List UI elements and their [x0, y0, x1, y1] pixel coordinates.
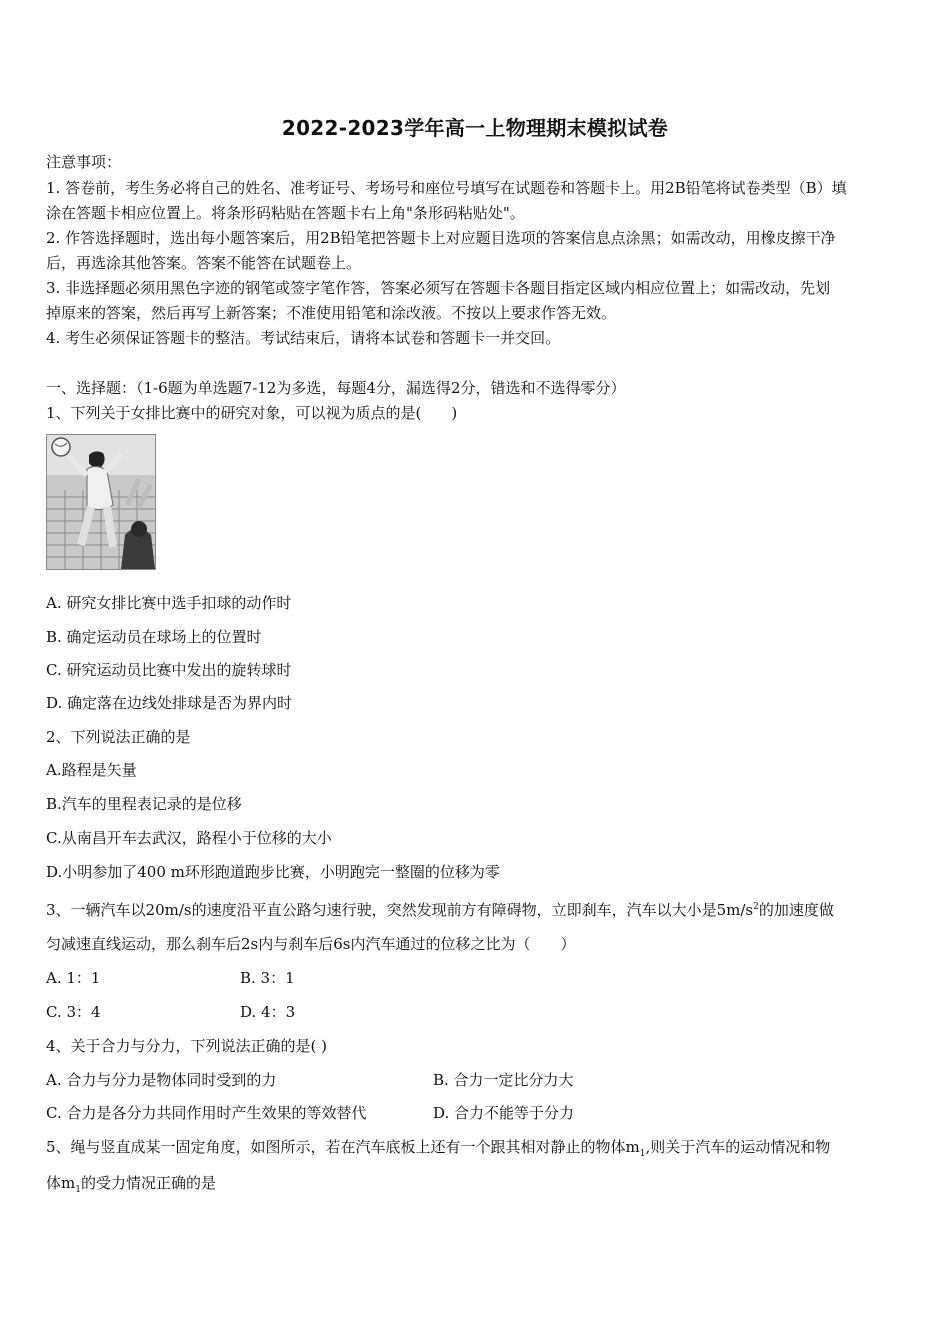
- question-1-option-b: B. 确定运动员在球场上的位置时: [46, 628, 262, 646]
- question-5-stem-part: 的受力情况正确的是: [80, 1174, 216, 1192]
- exam-title: 2022-2023学年高一上物理期末模拟试卷: [281, 116, 669, 140]
- question-3-exponent: 2: [753, 902, 759, 912]
- question-2-stem: 2、下列说法正确的是: [46, 728, 191, 746]
- volleyball-photo: [46, 434, 156, 570]
- question-3-stem-part: 的加速度做: [758, 901, 834, 919]
- question-3-option-a: A. 1：1: [46, 969, 101, 987]
- question-4-option-c: C. 合力是各分力共同作用时产生效果的等效替代: [46, 1104, 367, 1122]
- question-3-option-c: C. 3：4: [46, 1003, 101, 1021]
- question-1-option-a: A. 研究女排比赛中选手扣球的动作时: [46, 594, 292, 612]
- question-5-stem: [46, 1137, 830, 1164]
- notice-line: 3. 非选择题必须用黑色字迹的钢笔或签字笔作答，答案必须写在答题卡各题目指定区域内相应位置上；如需改动，先划: [46, 279, 831, 297]
- question-3-stem: [46, 897, 834, 920]
- notice-line: 1. 答卷前，考生务必将自己的姓名、准考证号、考场号和座位号填写在试题卷和答题卡上。用2B铅笔将试卷类型（B）填: [46, 179, 847, 197]
- question-1-stem: 1、下列关于女排比赛中的研究对象，可以视为质点的是( ): [46, 404, 458, 422]
- question-1-option-c: C. 研究运动员比赛中发出的旋转球时: [46, 661, 292, 679]
- question-4-option-a: A. 合力与分力是物体同时受到的力: [46, 1071, 277, 1089]
- question-5-subscript: 1: [75, 1185, 81, 1195]
- notice-line: 4. 考生必须保证答题卡的整洁。考试结束后，请将本试卷和答题卡一并交回。: [46, 329, 561, 347]
- question-3-option-d: D. 4：3: [240, 1003, 296, 1021]
- notice-line: 2. 作答选择题时，选出每小题答案后，用2B铅笔把答题卡上对应题目选项的答案信息点涂黑；如需改动，用橡皮擦干净: [46, 229, 836, 247]
- question-4-stem: 4、关于合力与分力，下列说法正确的是( ): [46, 1037, 328, 1055]
- notice-line: 后，再选涂其他答案。答案不能答在试题卷上。: [46, 254, 362, 272]
- question-5-stem-part: 5、绳与竖直成某一固定角度，如图所示，若在汽车底板上还有一个跟其相对静止的物体m: [46, 1138, 640, 1156]
- question-2-option-c: C.从南昌开车去武汉，路程小于位移的大小: [46, 829, 332, 847]
- question-3-option-b: B. 3：1: [240, 969, 295, 987]
- notice-heading: 注意事项：: [46, 153, 122, 171]
- question-2-option-a: A.路程是矢量: [46, 761, 137, 779]
- question-4-option-d: D. 合力不能等于分力: [433, 1104, 575, 1122]
- question-3-stem-continued: 匀减速直线运动，那么刹车后2s内与刹车后6s内汽车通过的位移之比为（ ）: [46, 935, 576, 953]
- question-5-stem-part: ,则关于汽车的运动情况和物: [645, 1138, 831, 1156]
- question-3-stem-part: 3、一辆汽车以20m/s的速度沿平直公路匀速行驶，突然发现前方有障碍物，立即刹车，汽车以大小是5m/s: [46, 901, 754, 919]
- question-5-stem-part: 体m: [46, 1174, 76, 1192]
- question-5-subscript: 1: [639, 1149, 646, 1159]
- question-2-option-d: D.小明参加了400 m环形跑道跑步比赛，小明跑完一整圈的位移为零: [46, 863, 500, 881]
- notice-line: 掉原来的答案，然后再写上新答案；不准使用铅笔和涂改液。不按以上要求作答无效。: [46, 304, 617, 322]
- section-heading: 一、选择题：（1-6题为单选题7-12为多选，每题4分，漏选得2分，错选和不选得零分）: [46, 379, 626, 397]
- volleyball-photo-drawing: [47, 435, 155, 569]
- notice-line: 涂在答题卡相应位置上。将条形码粘贴在答题卡右上角"条形码粘贴处"。: [46, 204, 525, 222]
- question-5-stem-continued: [46, 1173, 216, 1200]
- question-1-option-d: D. 确定落在边线处排球是否为界内时: [46, 694, 293, 712]
- question-4-option-b: B. 合力一定比分力大: [433, 1071, 574, 1089]
- question-2-option-b: B.汽车的里程表记录的是位移: [46, 795, 242, 813]
